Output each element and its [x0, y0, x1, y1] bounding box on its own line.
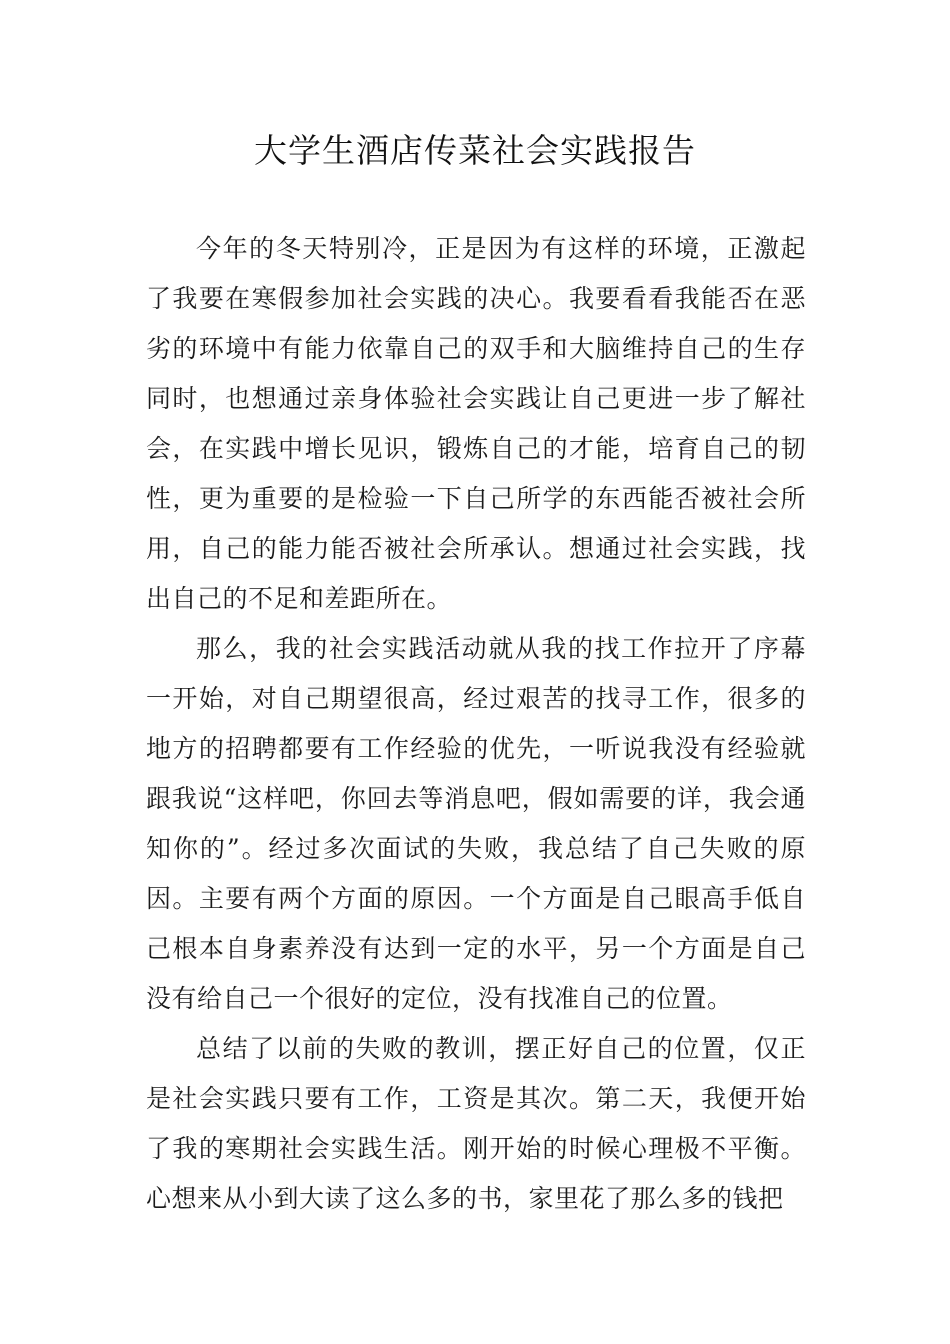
document-title: 大学生酒店传菜社会实践报告	[254, 131, 696, 170]
paragraph-2: 那么，我的社会实践活动就从我的找工作拉开了序幕一开始，对自己期望很高，经过艰苦的找寻工作，很多的地方的招聘都要有工作经验的优先，一听说我没有经验就跟我说“这样吧，你回去等消息吧，假如需要的详，我会通知你的”。经过多次面试的失败，我总结了自己失败的原因。主要有两个方面的原因。一个方面是自己眼高手低自己根本自身素养没有达到一定的水平，另一个方面是自己没有给自己一个很好的定位，没有找准自己的位置。	[146, 634, 806, 1013]
paragraph-1: 今年的冬天特别冷，正是因为有这样的环境，正激起了我要在寒假参加社会实践的决心。我要看看我能否在恶劣的环境中有能力依靠自己的双手和大脑维持自己的生存同时，也想通过亲身体验社会实践让自己更进一步了解社会，在实践中增长见识，锻炼自己的才能，培育自己的韧性，更为重要的是检验一下自己所学的东西能否被社会所用，自己的能力能否被社会所承认。想通过社会实践，找出自己的不足和差距所在。	[146, 234, 806, 613]
paragraph-3: 总结了以前的失败的教训，摆正好自己的位置，仅正是社会实践只要有工作，工资是其次。第二天，我便开始了我的寒期社会实践生活。刚开始的时候心理极不平衡。心想来从小到大读了这么多的书，家里花了那么多的钱把	[146, 1034, 806, 1213]
document-body	[146, 224, 806, 1224]
